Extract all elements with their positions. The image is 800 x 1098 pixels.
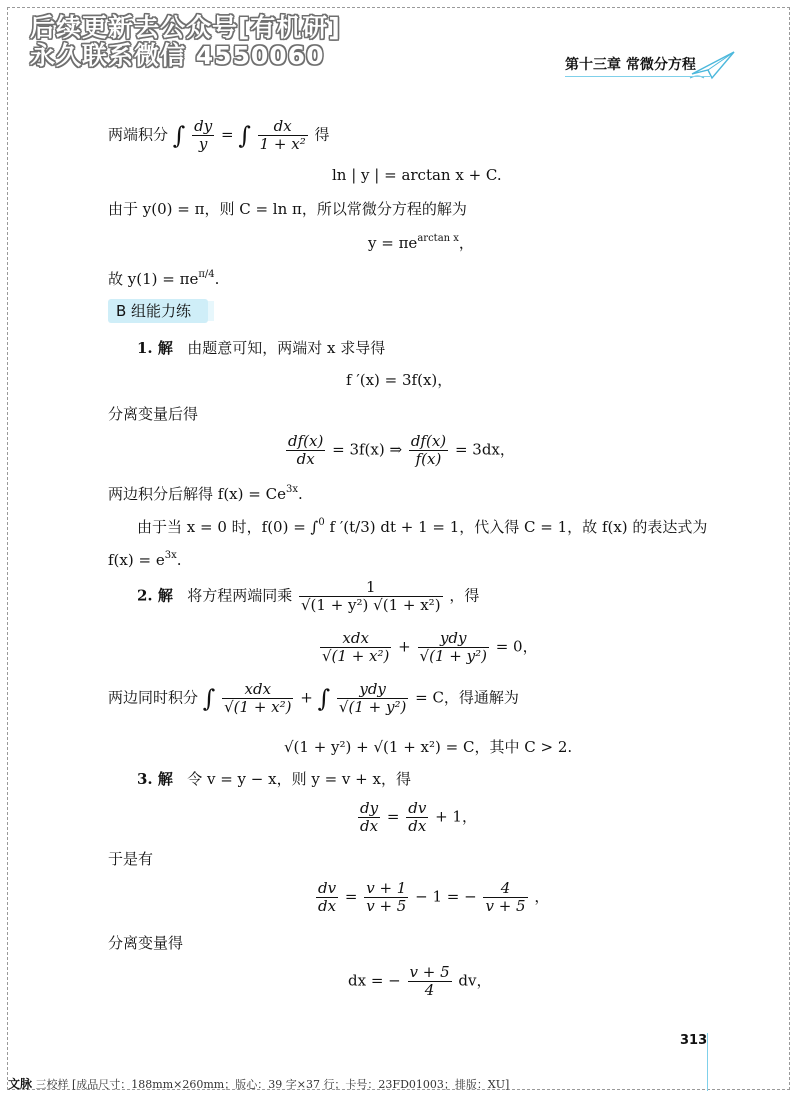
paragraph-line: 于是有 xyxy=(108,850,154,868)
denominator: f(x) xyxy=(415,450,442,468)
equation-p1-1: f ′(x) = 3f(x)， xyxy=(346,371,453,389)
text-span: ， xyxy=(534,887,550,906)
text-span: 由题意可知，两端对 x 求导得 xyxy=(187,339,386,357)
paragraph-line xyxy=(108,681,519,716)
text-span: = C，得通解为 xyxy=(415,688,519,707)
superscript: 3x xyxy=(285,484,298,495)
text-span: = 3dx， xyxy=(454,440,515,459)
equals: = xyxy=(220,125,234,144)
numerator: dy xyxy=(360,799,379,817)
text-span: f(x) = e xyxy=(108,551,165,569)
header-rule xyxy=(565,76,710,77)
numerator: dv xyxy=(318,879,337,897)
text-span: 令 v = y − x，则 y = v + x，得 xyxy=(187,770,411,788)
print-info-text: 三校样 [成品尺寸：188mm×260mm；版心：39 字×37 行；卡号：23FD01003；排版：XU] xyxy=(35,1078,510,1091)
text-span: . xyxy=(297,485,303,503)
fraction xyxy=(418,630,489,665)
denominator: √(1 + y²) √(1 + x²) xyxy=(301,596,441,614)
problem-2-intro xyxy=(137,579,479,614)
numerator: dx xyxy=(258,118,308,136)
text-span: 两端积分 xyxy=(108,125,169,144)
denominator: dx xyxy=(296,450,315,468)
equation-p3-3 xyxy=(348,964,492,999)
superscript: 3x xyxy=(164,550,177,561)
denominator: y xyxy=(198,135,208,153)
paragraph-line xyxy=(108,480,303,504)
equation-p3-2 xyxy=(314,880,549,915)
fraction xyxy=(258,118,308,153)
plus: + xyxy=(398,637,411,656)
numerator: 1 xyxy=(299,579,443,597)
fraction xyxy=(406,800,428,835)
text-span: 两边积分后解得 f(x) = Ce xyxy=(108,485,286,503)
equation-p3-1 xyxy=(356,800,477,835)
text-span: + 1， xyxy=(435,807,477,826)
page-number: 313 xyxy=(680,1033,708,1048)
integral-sign: ∫ xyxy=(238,121,251,150)
superscript: π/4 xyxy=(198,269,215,280)
integral-sign: ∫ xyxy=(172,121,186,150)
text-span: y = πe xyxy=(368,234,418,252)
fraction xyxy=(320,630,391,665)
equation-solution xyxy=(368,229,474,253)
paragraph-line: 由于 y(0) = π，则 C = ln π，所以常微分方程的解为 xyxy=(108,200,467,218)
denominator: √(1 + x²) xyxy=(322,647,390,665)
text-span: f ′(t/3) dt + 1 = 1，代入得 C = 1，故 f(x) 的表达式为 xyxy=(329,518,708,536)
denominator: v + 5 xyxy=(485,897,526,915)
fraction xyxy=(192,118,214,153)
equation-general-solution: √(1 + y²) + √(1 + x²) = C，其中 C > 2. xyxy=(284,738,573,756)
denominator: v + 5 xyxy=(366,897,407,915)
text-span: = 0， xyxy=(495,637,538,656)
text-span: ， xyxy=(458,234,474,252)
watermark-line-2: 永久联系微信 4550060 xyxy=(30,41,325,70)
problem-1-intro xyxy=(137,338,385,358)
integral-limits: 0 xyxy=(318,517,325,528)
integral-sign: ∫ xyxy=(317,684,331,713)
problem-label: 1. 解 xyxy=(137,339,173,357)
fraction xyxy=(337,681,408,716)
problem-label: 3. 解 xyxy=(137,770,173,788)
text-span: dv， xyxy=(458,971,492,990)
watermark-line-1: 后续更新去公众号[有机研] xyxy=(30,13,341,42)
numerator: v + 1 xyxy=(366,879,407,897)
fraction xyxy=(483,880,527,915)
fraction xyxy=(409,433,448,468)
text-span: 故 y(1) = πe xyxy=(108,270,199,288)
text-span: . xyxy=(214,270,220,288)
plus: + xyxy=(300,688,313,707)
paragraph-line xyxy=(137,513,707,537)
paragraph-line: 分离变量后得 xyxy=(108,405,199,423)
numerator: df(x) xyxy=(410,432,447,450)
numerator: ydy xyxy=(418,630,489,648)
fraction xyxy=(286,433,325,468)
numerator: v + 5 xyxy=(409,963,450,981)
denominator: √(1 + y²) xyxy=(338,698,407,716)
brand-label: 文脉 xyxy=(8,1077,33,1091)
fraction xyxy=(358,800,380,835)
denominator: dx xyxy=(360,817,379,835)
paragraph-line: 分离变量得 xyxy=(108,934,184,952)
denominator: √(1 + x²) xyxy=(224,698,292,716)
problem-label: 2. 解 xyxy=(137,586,173,605)
numerator: xdx xyxy=(222,681,293,699)
fraction xyxy=(364,880,408,915)
text-span: 得 xyxy=(314,125,330,144)
integration-line xyxy=(108,118,330,153)
chapter-title: 第十三章 常微分方程 xyxy=(565,57,696,73)
text-span: dx = − xyxy=(348,971,401,990)
footer-rule xyxy=(707,1033,708,1091)
print-info xyxy=(8,1075,509,1092)
numerator: dy xyxy=(194,117,213,135)
integral-sign: ∫ xyxy=(202,684,216,713)
denominator: dx xyxy=(318,897,337,915)
problem-3-intro xyxy=(137,769,411,789)
denominator: dx xyxy=(408,817,427,835)
text-span: 将方程两端同乘 xyxy=(187,586,293,605)
numerator: ydy xyxy=(337,681,408,699)
equation-p2-1 xyxy=(318,630,538,665)
text-span: − 1 = − xyxy=(415,887,477,906)
paragraph-line xyxy=(108,265,219,289)
numerator: df(x) xyxy=(288,432,324,450)
fraction xyxy=(316,880,338,915)
equation-p1-2 xyxy=(284,433,515,468)
numerator: 4 xyxy=(483,880,527,898)
denominator: √(1 + y²) xyxy=(419,647,487,665)
superscript: arctan x xyxy=(417,233,459,244)
fraction xyxy=(408,964,452,999)
text-span: 由于当 x = 0 时，f(0) = ∫ xyxy=(137,518,319,536)
denominator: 1 + x² xyxy=(259,135,306,153)
text-span: . xyxy=(176,551,182,569)
equation-ln: ln | y | = arctan x + C. xyxy=(332,166,502,184)
fraction xyxy=(299,579,443,614)
equals: = xyxy=(344,887,358,906)
denominator: 4 xyxy=(424,981,435,999)
numerator: xdx xyxy=(320,630,391,648)
equals: = xyxy=(386,807,400,826)
text-span: = 3f(x) ⇒ xyxy=(332,440,403,459)
fraction xyxy=(222,681,293,716)
text-span: 两边同时积分 xyxy=(108,688,199,707)
numerator: dv xyxy=(408,799,427,817)
paragraph-line xyxy=(108,546,182,570)
text-span: ，得 xyxy=(449,586,480,605)
section-heading-b: B 组能力练 xyxy=(108,299,208,323)
